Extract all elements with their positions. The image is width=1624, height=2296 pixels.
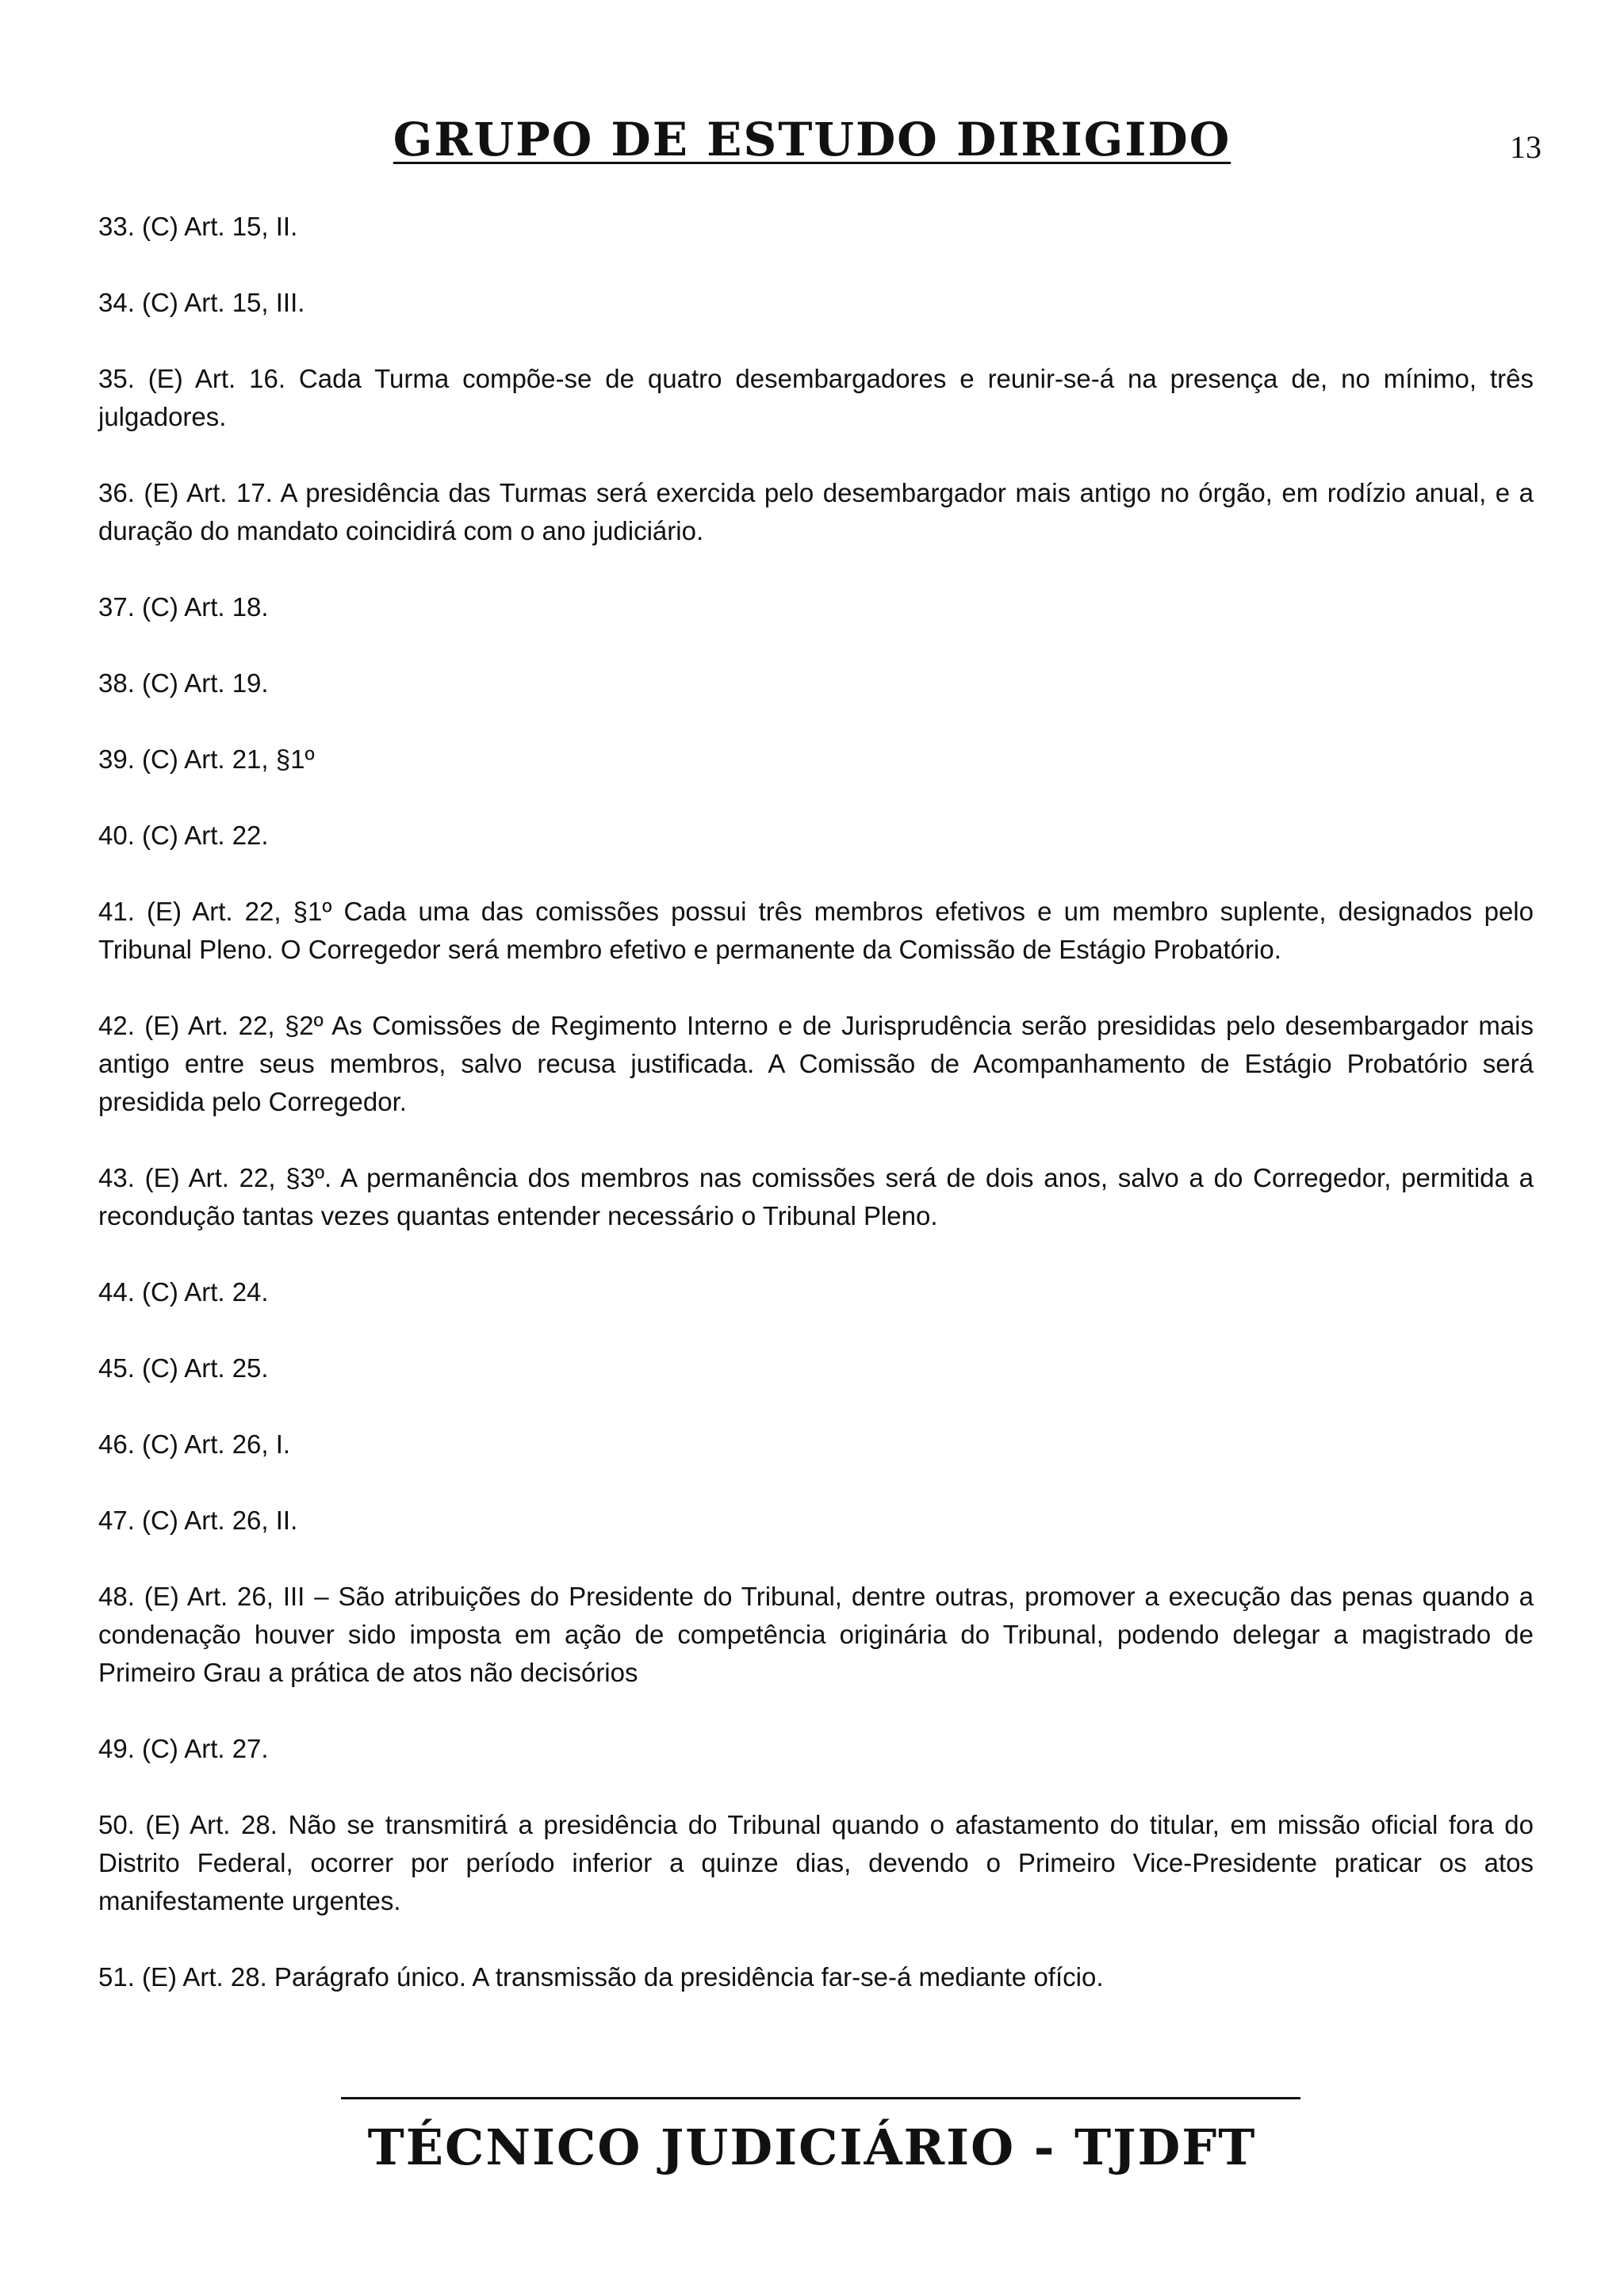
answer-item-42: 42. (E) Art. 22, §2º As Comissões de Regimento Interno e de Jurisprudência serão presididas pelo desembargador mais antigo entre seus membros, salvo recusa justificada. A Comissão de Acompanhamento de Estágio Probatório será presidida pelo Corregedor. bbox=[98, 1011, 1534, 1116]
page-header-title bbox=[0, 113, 1624, 166]
answer-item-34: 34. (C) Art. 15, III. bbox=[98, 288, 305, 317]
footer-rule bbox=[341, 2097, 1300, 2099]
page-header-title-text: GRUPO DE ESTUDO DIRIGIDO bbox=[393, 113, 1231, 166]
answer-item-37: 37. (C) Art. 18. bbox=[98, 592, 269, 622]
answer-item-47: 47. (C) Art. 26, II. bbox=[98, 1506, 298, 1535]
answer-item-39: 39. (C) Art. 21, §1º bbox=[98, 744, 315, 774]
answer-item-48: 48. (E) Art. 26, III – São atribuições do Presidente do Tribunal, dentre outras, promover a execução das penas quando a condenação houver sido imposta em ação de competência originária do Tribunal, podendo delegar a magistrado de Primeiro Grau a prática de atos não decisórios bbox=[98, 1582, 1534, 1687]
answer-item-49: 49. (C) Art. 27. bbox=[98, 1734, 269, 1763]
answer-item-36: 36. (E) Art. 17. A presidência das Turmas será exercida pelo desembargador mais antigo no órgão, em rodízio anual, e a duração do mandato coincidirá com o ano judiciário. bbox=[98, 478, 1534, 545]
answer-item-35: 35. (E) Art. 16. Cada Turma compõe-se de quatro desembargadores e reunir-se-á na presença de, no mínimo, três julgadores. bbox=[98, 364, 1534, 431]
answer-list bbox=[98, 208, 1534, 2034]
answer-item-44: 44. (C) Art. 24. bbox=[98, 1277, 269, 1307]
answer-item-41: 41. (E) Art. 22, §1º Cada uma das comissões possui três membros efetivos e um membro suplente, designados pelo Tribunal Pleno. O Corregedor será membro efetivo e permanente da Comissão de Estágio Probatório. bbox=[98, 897, 1534, 964]
answer-item-51: 51. (E) Art. 28. Parágrafo único. A transmissão da presidência far-se-á mediante ofício. bbox=[98, 1962, 1104, 1992]
answer-item-40: 40. (C) Art. 22. bbox=[98, 821, 269, 850]
footer-title: TÉCNICO JUDICIÁRIO - TJDFT bbox=[367, 2118, 1257, 2176]
answer-item-38: 38. (C) Art. 19. bbox=[98, 668, 269, 698]
answer-item-50: 50. (E) Art. 28. Não se transmitirá a presidência do Tribunal quando o afastamento do titular, em missão oficial fora do Distrito Federal, ocorrer por período inferior a quinze dias, devendo o Primeiro Vice-Presidente praticar os atos manifestamente urgentes. bbox=[98, 1810, 1534, 1915]
answer-item-33: 33. (C) Art. 15, II. bbox=[98, 212, 298, 241]
page-number: 13 bbox=[1510, 129, 1542, 165]
answer-item-43: 43. (E) Art. 22, §3º. A permanência dos membros nas comissões será de dois anos, salvo a do Corregedor, permitida a recondução tantas vezes quantas entender necessário o Tribunal Pleno. bbox=[98, 1163, 1534, 1230]
answer-item-46: 46. (C) Art. 26, I. bbox=[98, 1429, 291, 1459]
answer-item-45: 45. (C) Art. 25. bbox=[98, 1353, 269, 1383]
